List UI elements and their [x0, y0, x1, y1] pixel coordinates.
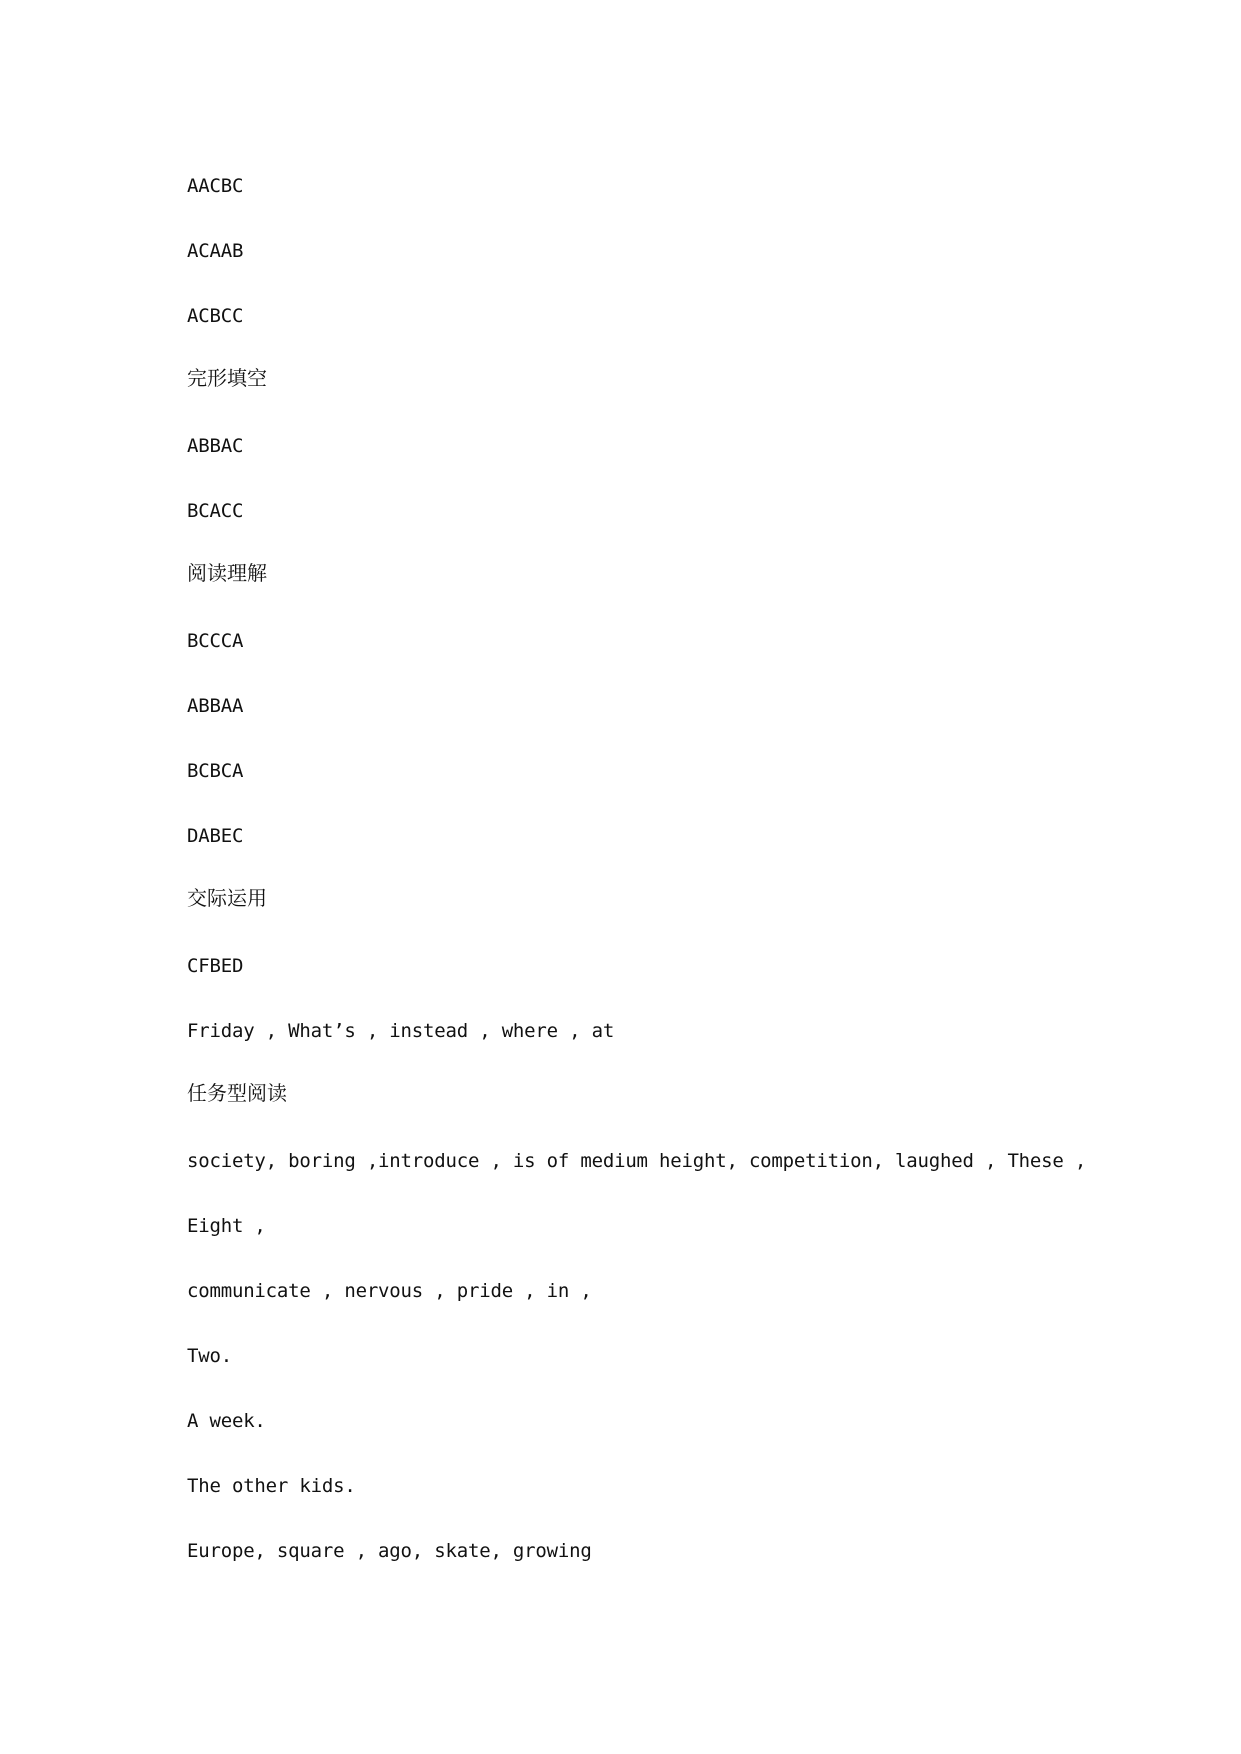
answer-line-1: AACBC — [187, 175, 244, 197]
section-heading-communication: 交际运用 — [187, 886, 267, 910]
answer-line-10: CFBED — [187, 955, 244, 977]
answer-line-12: society, boring ,introduce , is of medium height, competition, laughed , These , — [187, 1150, 1087, 1172]
answer-line-3: ACBCC — [187, 305, 244, 327]
answer-line-5: BCACC — [187, 500, 244, 522]
answer-line-17: The other kids. — [187, 1475, 356, 1497]
answer-line-16: A week. — [187, 1410, 266, 1432]
section-heading-cloze: 完形填空 — [187, 366, 267, 390]
answer-line-14: communicate , nervous , pride , in , — [187, 1280, 592, 1302]
answer-line-18: Europe, square , ago, skate, growing — [187, 1540, 592, 1562]
answer-line-7: ABBAA — [187, 695, 244, 717]
answer-line-11: Friday , What’s , instead , where , at — [187, 1020, 615, 1042]
answer-line-2: ACAAB — [187, 240, 244, 262]
section-heading-reading: 阅读理解 — [187, 561, 267, 585]
answer-line-13: Eight , — [187, 1215, 266, 1237]
section-heading-task-reading: 任务型阅读 — [187, 1081, 287, 1105]
answer-line-8: BCBCA — [187, 760, 244, 782]
answer-line-15: Two. — [187, 1345, 232, 1367]
answer-line-9: DABEC — [187, 825, 244, 847]
answer-line-6: BCCCA — [187, 630, 244, 652]
answer-line-4: ABBAC — [187, 435, 244, 457]
